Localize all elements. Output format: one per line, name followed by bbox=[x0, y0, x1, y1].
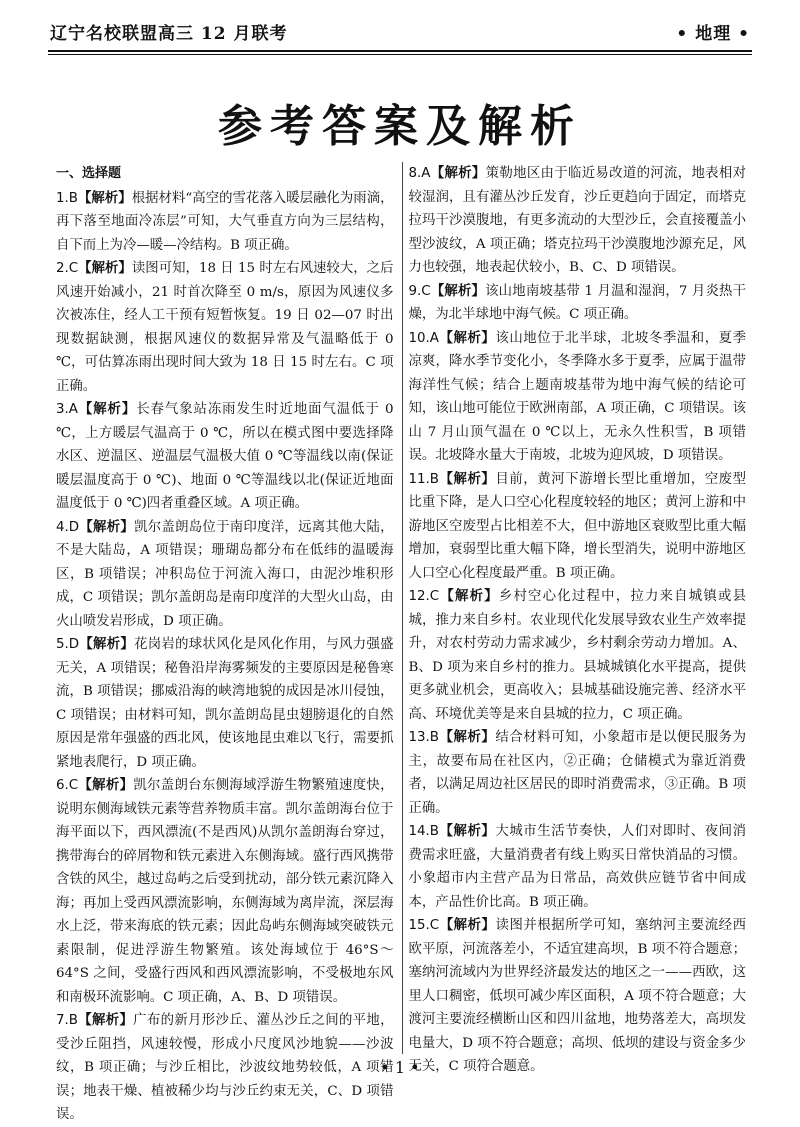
analysis-tag: 【解析】 bbox=[439, 589, 499, 604]
answer-number: 3.A bbox=[56, 402, 78, 417]
answer-number: 13.B bbox=[408, 730, 439, 745]
answer-number: 12.C bbox=[408, 589, 440, 604]
left-answer-list bbox=[56, 187, 394, 1127]
answer-item bbox=[56, 398, 394, 516]
answer-number: 1.B bbox=[56, 190, 78, 206]
analysis-text: 读图并根据所学可知，塞纳河主要流经西欧平原，河流落差小，不适宜建高坝，B 项不符合题意；塞纳河流域内为世界经济最发达的地区之一——西欧，这里人口稠密，低坝可减少库区面积，A 项不符合题意；大渡河主要流经横断山区和四川盆地，地势落差大，高坝发电量大，D 项不符合题意；高坝、低坝的建设与资金多少无关，C 项符合题意。 bbox=[408, 918, 747, 1074]
answer-number: 8.A bbox=[408, 166, 431, 181]
analysis-text: 该山地位于北半球，北坡冬季温和，夏季凉爽，降水季节变化小，冬季降水多于夏季，应属于温带海洋性气候；结合上题南坡基带为地中海气候的结论可知，该山地可能位于欧洲南部，A 项正确，C 项错误。该山 7 月山顶气温在 0 ℃以上，无永久性积雪，B 项错误。北坡降水量大于南坡，北坡为迎风坡，D 项错误。 bbox=[408, 330, 747, 463]
analysis-tag: 【解析】 bbox=[77, 1013, 134, 1028]
header-rule bbox=[48, 50, 752, 52]
analysis-tag: 【解析】 bbox=[430, 166, 486, 181]
analysis-tag: 【解析】 bbox=[78, 778, 134, 793]
header-exam-name: 辽宁名校联盟高三 12 月联考 bbox=[50, 24, 288, 44]
answer-number: 6.C bbox=[56, 778, 79, 793]
left-column bbox=[56, 162, 403, 1122]
answer-item bbox=[409, 820, 747, 914]
analysis-text: 乡村空心化过程中，拉力来自城镇或县城，推力来自乡村。农业现代化发展导致农业生产效率提升，对农村劳动力需求减少，乡村剩余劳动力增加。A、B、D 项为来自乡村的推力。县城城镇化水平提高，提供更多就业机会，更高收入；县城基础设施完善、经济水平高、环境优美等是来自县城的拉力，C 项正确。 bbox=[408, 589, 747, 722]
answer-item bbox=[409, 585, 747, 726]
analysis-text: 该山地南坡基带 1 月温和湿润，7 月炎热干燥，为北半球地中海气候。C 项正确。 bbox=[408, 283, 746, 322]
answer-item bbox=[409, 914, 747, 1079]
analysis-text: 目前，黄河下游增长型比重增加，空废型比重下降，是人口空心化程度较轻的地区；黄河上游和中游地区空废型占比相差不大，但中游地区衰败型比重大幅增加，衰弱型比重大幅下降，增长型消失，说明中游地区人口空心化程度最严重。B 项正确。 bbox=[408, 471, 747, 581]
answer-item bbox=[409, 468, 747, 586]
answer-number: 14.B bbox=[408, 824, 439, 839]
page-header bbox=[50, 14, 750, 44]
answer-number: 4.D bbox=[56, 519, 80, 535]
analysis-tag: 【解析】 bbox=[438, 330, 496, 346]
answer-item bbox=[409, 280, 747, 327]
answer-item bbox=[56, 257, 394, 398]
analysis-text: 凯尔盖朗台东侧海域浮游生物繁殖速度快，说明东侧海域铁元素等营养物质丰富。凯尔盖朗海台位于海平面以下，西风漂流(不是西风)从凯尔盖朗海台穿过，携带海台的碎屑物和铁元素进入东侧海域。盛行西风携带含铁的风尘，越过岛屿之后受到扰动，部分铁元素沉降入海；再加上受西风漂流影响，东侧海域为离岸流，深层海水上泛，带来海底的铁元素；因此岛屿东侧海域突破铁元素限制，促进浮游生物繁殖。该处海域位于 46°S～64°S 之间，受盛行西风和西风漂流影响，不受极地东风和南极环流影响。C 项正确，A、B、D 项错误。 bbox=[56, 778, 394, 1005]
analysis-text: 根据材料“高空的雪花落入暖层融化为雨滴，再下落至地面冷冻层”可知，大气垂直方向为三层结构，自下而上为冷—暖—冷结构。B 项正确。 bbox=[56, 190, 394, 253]
answer-number: 11.B bbox=[408, 471, 439, 487]
analysis-text: 策勒地区由于临近易改道的河流，地表相对较湿润，且有灌丛沙丘发育，沙丘更趋向于固定，而塔克拉玛干沙漠腹地，有更多流动的大型沙丘，会直接覆盖小型沙波纹，A 项正确；塔克拉玛干沙漠腹地沙源充足，风力也较强，地表起伏较小，B、C、D 项错误。 bbox=[408, 166, 747, 275]
answer-number: 2.C bbox=[56, 261, 79, 276]
analysis-tag: 【解析】 bbox=[438, 471, 496, 487]
answer-item bbox=[56, 187, 394, 258]
analysis-tag: 【解析】 bbox=[430, 283, 486, 299]
right-column bbox=[403, 162, 747, 1074]
answer-number: 10.A bbox=[408, 330, 439, 346]
answer-item bbox=[409, 726, 747, 820]
analysis-tag: 【解析】 bbox=[77, 190, 132, 206]
analysis-text: 花岗岩的球状风化是风化作用，与风力强盛无关，A 项错误；秘鲁沿岸海雾频发的主要原因是秘鲁寒流，B 项错误；挪威沿海的峡湾地貌的成因是冰川侵蚀，C 项错误；由材料可知，凯尔盖朗岛昆虫翅膀退化的自然原因是常年强盛的西北风，使该地昆虫难以飞行，需要抓紧地表爬行，D 项正确。 bbox=[56, 637, 394, 770]
answer-item bbox=[56, 516, 394, 634]
analysis-text: 读图可知，18 日 15 时左右风速较大，之后风速开始减小，21 时首次降至 0 m/s，原因为风速仪多次被冻住，经人工干预有短暂恢复。19 日 02—07 时出现数据缺测，根据风速仪的数据异常及气温略低于 0 ℃，可估算冻雨出现时间大致为 18 日 15 时左右。C 项正确。 bbox=[56, 261, 394, 394]
analysis-text: 广布的新月形沙丘、灌丛沙丘之间的平地，受沙丘阻挡，风速较慢，形成小尺度风沙地貌——沙波纹，B 项正确；与沙丘相比，沙波纹地势较低，A 项错误；地表干燥、植被稀少均与沙丘约束无关，C、D 项错误。 bbox=[56, 1013, 394, 1122]
section-heading: 一、选择题 bbox=[56, 166, 122, 181]
analysis-tag: 【解析】 bbox=[438, 730, 496, 745]
answer-number: 7.B bbox=[56, 1013, 78, 1028]
header-subject: • 地理 • bbox=[676, 24, 750, 44]
analysis-tag: 【解析】 bbox=[438, 824, 496, 839]
analysis-tag: 【解析】 bbox=[79, 637, 135, 652]
right-answer-list bbox=[409, 162, 747, 1079]
answer-number: 5.D bbox=[56, 637, 80, 652]
answer-item bbox=[409, 162, 747, 280]
page-title: 参考答案及解析 bbox=[218, 101, 582, 152]
analysis-text: 凯尔盖朗岛位于南印度洋，远离其他大陆，不是大陆岛，A 项错误；珊瑚岛都分布在低纬的温暖海区，B 项错误；冲积岛位于河流入海口，由泥沙堆积形成，C 项错误；凯尔盖朗岛是南印度洋的大型火山岛，由火山喷发岩形成，D 项正确。 bbox=[56, 519, 394, 629]
page-number: • 1 • bbox=[380, 1058, 420, 1077]
analysis-tag: 【解析】 bbox=[439, 918, 496, 933]
analysis-tag: 【解析】 bbox=[77, 402, 137, 417]
analysis-tag: 【解析】 bbox=[78, 261, 132, 276]
header-rule-thin bbox=[48, 54, 752, 55]
answer-columns bbox=[56, 162, 747, 1122]
answer-item bbox=[56, 774, 394, 1009]
analysis-text: 长春气象站冻雨发生时近地面气温低于 0 ℃，上方暖层气温高于 0 ℃，所以在模式图中要选择降水区、逆温区、逆温层气温极大值 0 ℃等温线以南(保证暖层温度高于 0 ℃)、地面 0 ℃等温线以北(保证近地面温度低于 0 ℃)四者重叠区域。A 项正确。 bbox=[56, 402, 394, 511]
analysis-tag: 【解析】 bbox=[79, 519, 135, 535]
analysis-text: 大城市生活节奏快，人们对即时、夜间消费需求旺盛，大量消费者有线上购买日常快消品的习惯。小象超市内主营产品为日常品，高效供应链节省中间成本，产品性价比高。B 项正确。 bbox=[408, 824, 747, 910]
answer-item bbox=[409, 327, 747, 468]
answer-number: 15.C bbox=[408, 918, 440, 933]
analysis-text: 结合材料可知，小象超市是以便民服务为主，故要布局在社区内，②正确；仓储模式为靠近消费者，以满足周边社区居民的即时消费需求，③正确。B 项正确。 bbox=[408, 730, 747, 816]
answer-item bbox=[56, 633, 394, 774]
answer-number: 9.C bbox=[408, 283, 431, 299]
